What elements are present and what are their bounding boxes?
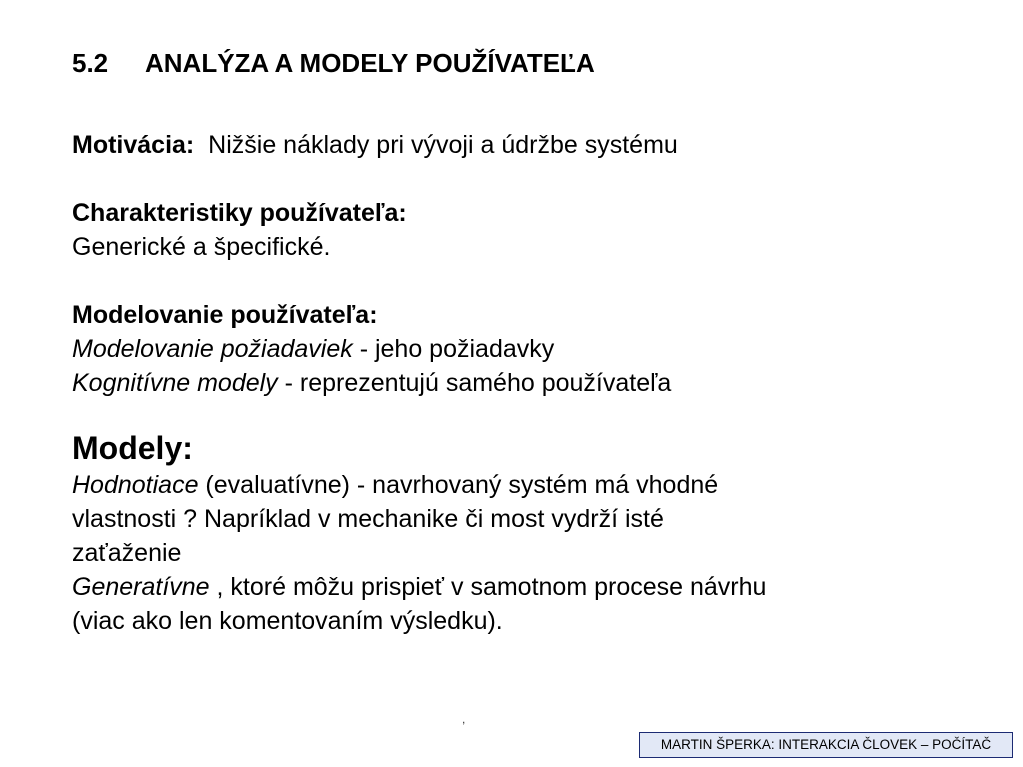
modeling-item (72, 332, 972, 366)
evaluative-line-3: zaťaženie (72, 539, 182, 567)
modeling-item (72, 366, 972, 400)
modeling-desc: - reprezentujú samého používateľa (277, 369, 672, 397)
evaluative-line-1 (72, 468, 972, 502)
evaluative-term: Hodnotiace (72, 471, 199, 499)
section-number: 5.2 (72, 48, 109, 78)
motivation-line (72, 128, 972, 162)
generative-line-2: (viac ako len komentovaním výsledku). (72, 607, 503, 635)
evaluative-text-1: (evaluatívne) - navrhovaný systém má vhodné (198, 471, 719, 499)
slide-title (72, 48, 595, 79)
generative-line-1 (72, 570, 972, 604)
modeling-heading: Modelovanie používateľa: (72, 301, 378, 329)
evaluative-line-2: vlastnosti ? Napríklad v mechanike či most vydrží isté (72, 505, 664, 533)
characteristics-heading: Charakteristiky používateľa: (72, 199, 407, 227)
modeling-term: Kognitívne modely (72, 369, 278, 397)
motivation-text: Nižšie náklady pri vývoji a údržbe systému (208, 131, 678, 159)
footer-author-course: MARTIN ŠPERKA: INTERAKCIA ČLOVEK – POČÍTAČ (639, 732, 1013, 758)
stray-mark: , (462, 712, 466, 726)
modeling-desc: - jeho požiadavky (352, 335, 555, 363)
slide-content (72, 128, 972, 638)
section-title: ANALÝZA A MODELY POUŽÍVATEĽA (145, 48, 595, 78)
characteristics-text: Generické a špecifické. (72, 233, 331, 261)
motivation-label: Motivácia: (72, 131, 195, 159)
generative-text-1: , ktoré môžu prispieť v samotnom procese návrhu (209, 573, 767, 601)
modeling-term: Modelovanie požiadaviek (72, 335, 353, 363)
models-heading: Modely: (72, 430, 193, 466)
generative-term: Generatívne (72, 573, 210, 601)
